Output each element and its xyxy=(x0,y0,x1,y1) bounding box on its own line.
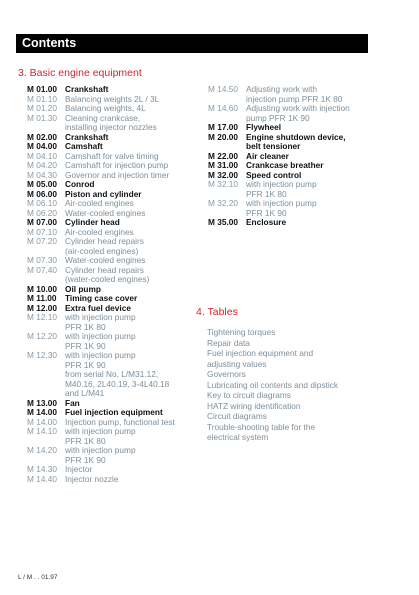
contents-header xyxy=(16,34,368,53)
toc-code: M 35.00 xyxy=(208,217,238,227)
toc-title: Cylinder head repairs xyxy=(65,236,144,246)
toc-code: M 01.30 xyxy=(27,112,57,123)
toc-code: M 13.00 xyxy=(27,397,57,408)
toc-title: PFR 1K 80 xyxy=(65,435,106,446)
tables-item: Trouble-shooting table for the xyxy=(207,421,316,432)
toc-title: injection pump PFR 1K 80 xyxy=(246,93,343,104)
toc-title: Crankshaft xyxy=(65,84,109,94)
toc-code: M 07.00 xyxy=(27,217,57,227)
toc-code: M 12.30 xyxy=(27,350,57,360)
toc-code: M 14.10 xyxy=(27,426,57,436)
toc-title: Timing case cover xyxy=(65,293,138,303)
toc-code xyxy=(27,370,65,380)
toc-title: Speed control xyxy=(246,169,302,180)
toc-code: M 10.00 xyxy=(27,283,57,294)
right-toc-column xyxy=(208,85,350,228)
toc-title: PFR 1K 90 xyxy=(65,454,106,465)
toc-title: PFR 1K 90 xyxy=(65,340,106,351)
toc-code: M 01.20 xyxy=(27,103,57,113)
toc-code: M 04.30 xyxy=(27,169,57,180)
toc-code: M 14.20 xyxy=(27,445,57,455)
toc-code: M 07.40 xyxy=(27,264,57,275)
tables-item: Key to circuit diagrams xyxy=(207,390,291,400)
toc-code: M 04.10 xyxy=(27,150,57,161)
toc-code: M 32.20 xyxy=(208,198,238,208)
toc-code: M 07.10 xyxy=(27,226,57,237)
toc-title: Crankshaft xyxy=(65,131,109,142)
toc-title: Cylinder head repairs xyxy=(65,264,144,275)
toc-title: belt tensioner xyxy=(246,141,301,151)
toc-title: Flywheel xyxy=(246,122,282,132)
toc-title: M40.16, 2L40.19, 3-4L40.18 xyxy=(65,378,170,389)
toc-title: Air-cooled engines xyxy=(65,198,134,208)
left-toc-column xyxy=(27,85,175,484)
tables-item: Governors xyxy=(207,369,246,379)
section-4-title: 4. Tables xyxy=(196,306,238,318)
toc-code: M 01.10 xyxy=(27,93,57,104)
toc-code: M 06.00 xyxy=(27,188,57,199)
toc-title: Adjusting work with injection xyxy=(246,103,350,113)
toc-title: with injection pump xyxy=(65,312,136,322)
page-footer: L / M . . 01.97 xyxy=(18,574,58,581)
toc-title: Fuel injection equipment xyxy=(65,407,163,417)
toc-title: Camshaft xyxy=(65,141,103,151)
tables-item: Fuel injection equipment and xyxy=(207,348,314,358)
toc-title: Cylinder head xyxy=(65,217,120,227)
toc-entry-line xyxy=(208,218,350,228)
toc-title: installing injector nozzles xyxy=(65,122,157,132)
tables-item: Repair data xyxy=(207,337,250,348)
toc-title: (air-cooled engines) xyxy=(65,245,139,256)
toc-code: M 12.10 xyxy=(27,312,57,322)
toc-title: PFR 1K 90 xyxy=(65,359,106,370)
toc-code: M 04.00 xyxy=(27,141,57,151)
toc-code: M 31.00 xyxy=(208,160,238,170)
toc-title: PFR 1K 80 xyxy=(246,188,287,199)
toc-title: Camshaft for valve timing xyxy=(65,150,159,161)
toc-code: M 06.10 xyxy=(27,198,57,208)
toc-code: M 07.20 xyxy=(27,236,57,246)
toc-code: M 14.00 xyxy=(27,407,57,417)
toc-entry-line xyxy=(27,475,175,485)
toc-code: M 12.00 xyxy=(27,302,57,313)
toc-title: Adjusting work with xyxy=(246,84,318,94)
toc-title: Oil pump xyxy=(65,283,101,294)
toc-title: and L/M41 xyxy=(65,388,105,398)
toc-title: Injection pump, functional test xyxy=(65,416,175,427)
toc-title: pump PFR 1K 90 xyxy=(246,112,310,123)
toc-title: Camshaft for injection pump xyxy=(65,160,169,170)
toc-code: M 17.00 xyxy=(208,122,238,132)
toc-code: M 20.00 xyxy=(208,131,238,142)
toc-code: M 06.20 xyxy=(27,207,57,218)
toc-title: with injection pump xyxy=(246,198,317,208)
toc-code: M 14.60 xyxy=(208,103,238,113)
toc-title: Balancing weights, 4L xyxy=(65,103,146,113)
toc-code: M 32.10 xyxy=(208,179,238,189)
toc-code: M 22.00 xyxy=(208,150,238,161)
tables-item: HATZ wiring identification xyxy=(207,400,301,411)
toc-code: M 14.30 xyxy=(27,464,57,474)
toc-code: M 04.20 xyxy=(27,160,57,170)
toc-code xyxy=(27,361,65,371)
toc-title: Water-cooled engines xyxy=(65,207,146,218)
toc-title: with injection pump xyxy=(65,445,136,455)
toc-title: Air cleaner xyxy=(246,150,289,161)
toc-title: Crankcase breather xyxy=(246,160,324,170)
toc-title: Water-cooled engines xyxy=(65,255,146,265)
toc-code: M 11.00 xyxy=(27,293,57,303)
toc-code: M 14.50 xyxy=(208,84,238,94)
toc-title: PFR 1K 80 xyxy=(65,321,106,332)
toc-title: Cleaning crankcase, xyxy=(65,112,141,123)
toc-code: M 05.00 xyxy=(27,179,57,189)
toc-title: with injection pump xyxy=(65,426,136,436)
toc-title: with injection pump xyxy=(246,179,317,189)
tables-item: Tightening torques xyxy=(207,327,276,337)
toc-title: with injection pump xyxy=(65,350,136,360)
toc-code: M 01.00 xyxy=(27,84,57,94)
toc-title: Injector nozzle xyxy=(65,473,119,484)
toc-code: M 14.00 xyxy=(27,416,57,427)
toc-title: from serial No. L/M31.12, xyxy=(65,369,159,379)
toc-title: (water-cooled engines) xyxy=(65,274,150,284)
toc-code xyxy=(27,380,65,390)
tables-item: adjusting values xyxy=(207,358,267,369)
toc-title: Piston and cylinder xyxy=(65,188,142,199)
toc-title: Balancing weights 2L / 3L xyxy=(65,93,160,104)
tables-item: Circuit diagrams xyxy=(207,411,267,421)
toc-code: M 12.20 xyxy=(27,331,57,341)
toc-title: Enclosure xyxy=(246,217,287,227)
toc-title: Extra fuel device xyxy=(65,302,131,313)
toc-title: Conrod xyxy=(65,179,95,189)
toc-title: Air-cooled engines xyxy=(65,226,134,237)
toc-title: Governor and injection timer xyxy=(65,169,170,180)
section-3-title: 3. Basic engine equipment xyxy=(18,67,142,79)
toc-title: Injector xyxy=(65,464,93,474)
toc-title: Fan xyxy=(65,397,80,408)
toc-title: with injection pump xyxy=(65,331,136,341)
toc-code: M 32.00 xyxy=(208,169,238,180)
tables-item: electrical system xyxy=(207,432,269,442)
toc-code: M 02.00 xyxy=(27,131,57,142)
toc-title: Engine shutdown device, xyxy=(246,131,346,142)
contents-title: Contents xyxy=(22,36,77,50)
toc-title: PFR 1K 90 xyxy=(246,207,287,218)
tables-item: Lubricating oil contents and dipstick xyxy=(207,379,338,390)
tables-list xyxy=(207,327,338,443)
toc-code: M 07.30 xyxy=(27,255,57,265)
toc-code: M 14.40 xyxy=(27,473,57,484)
